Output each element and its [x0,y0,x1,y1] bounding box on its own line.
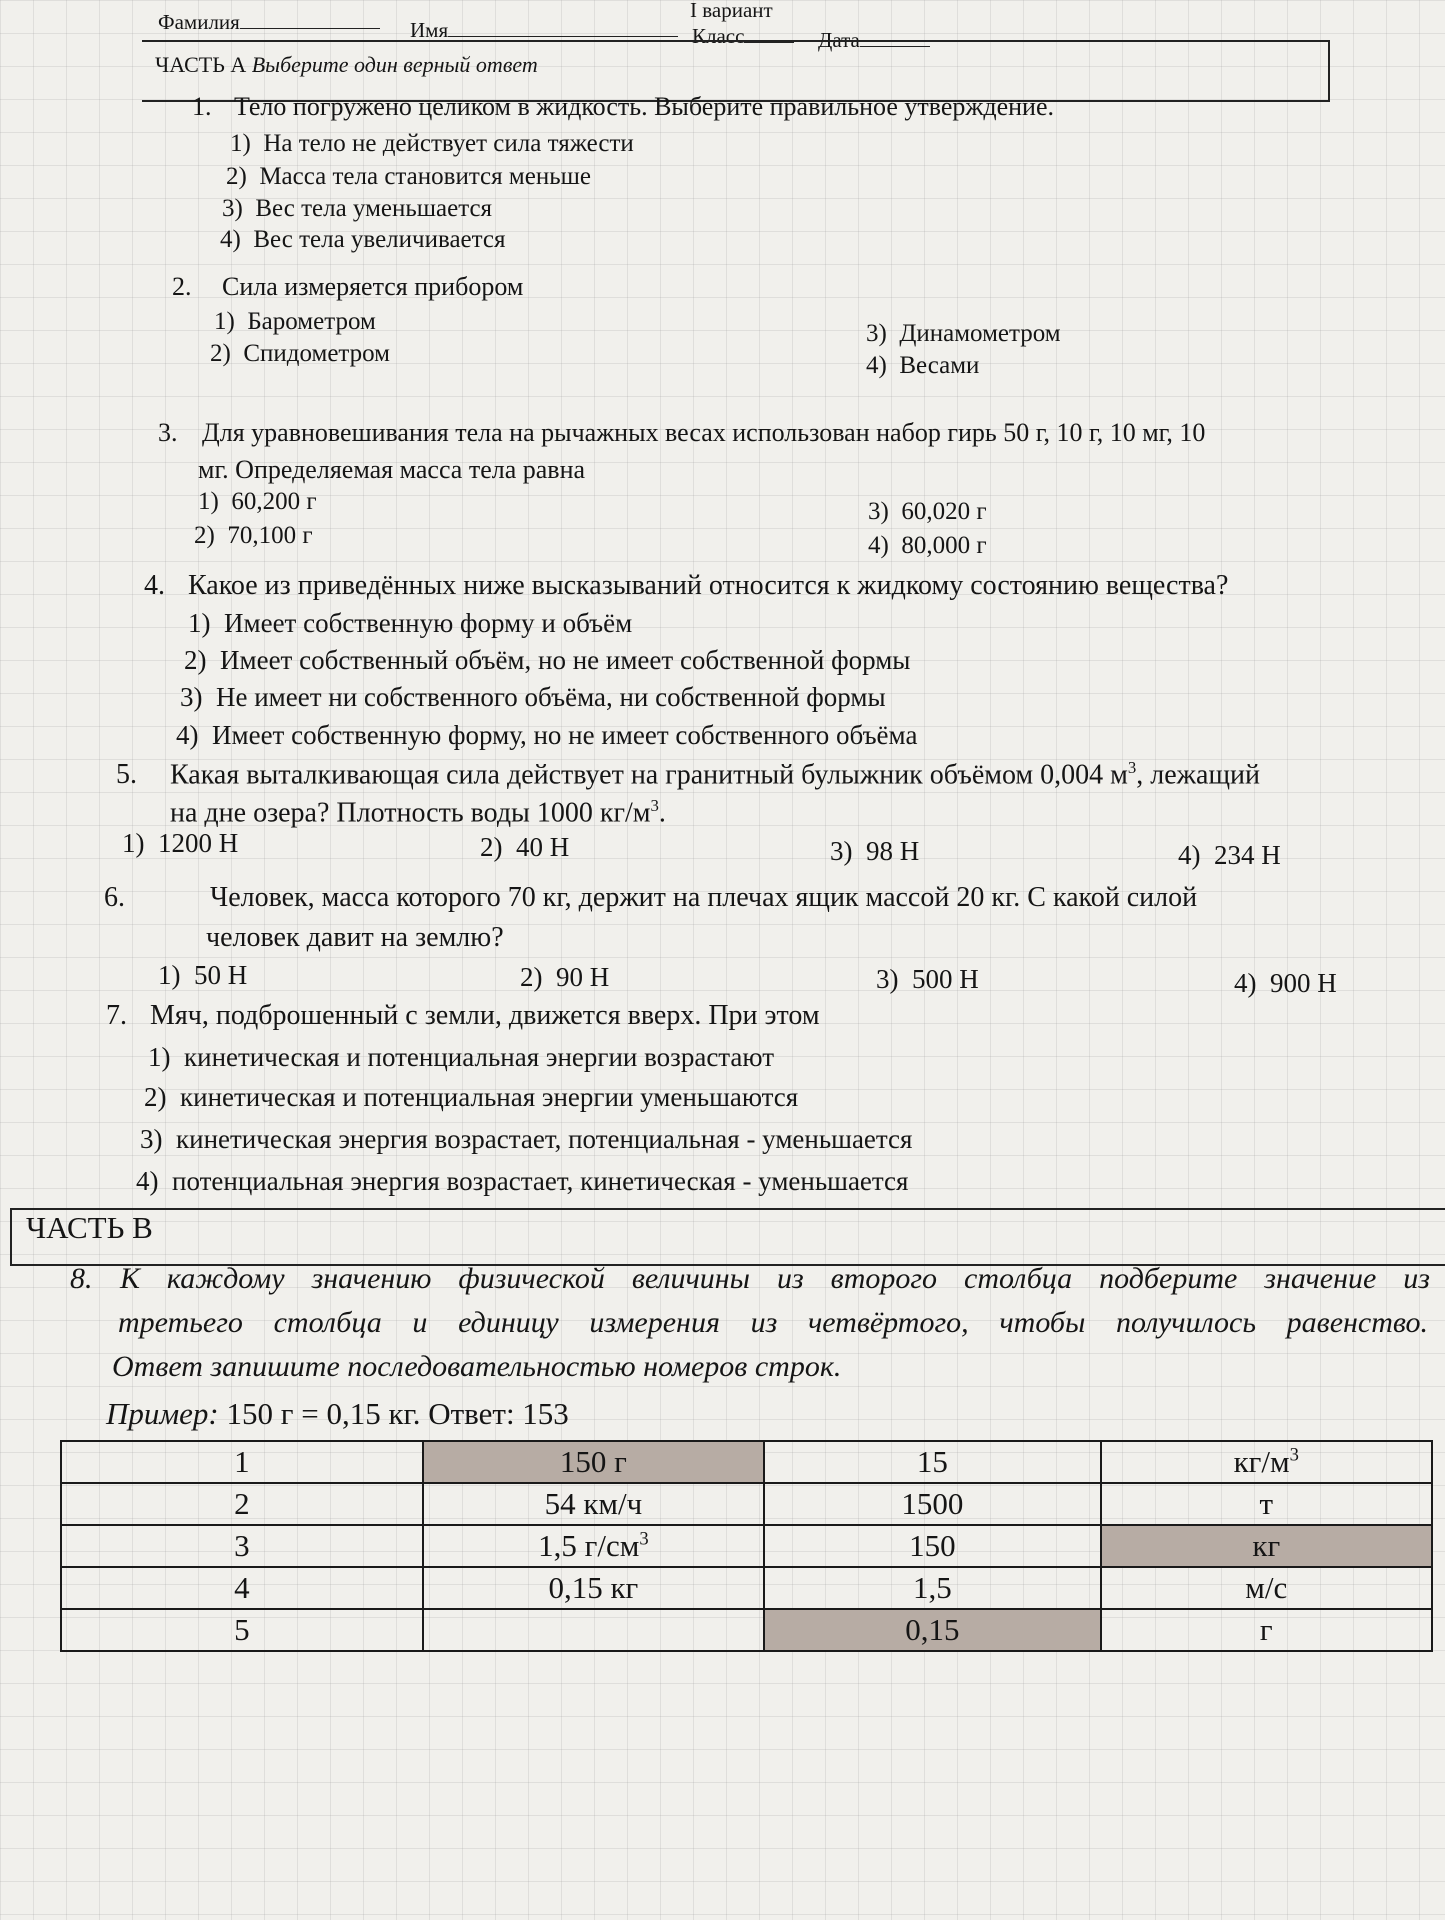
option-text: Вес тела увеличивается [253,226,506,253]
option-number: 4) [866,352,887,379]
option-text: 900 Н [1270,968,1337,998]
q1-option-2 [226,163,591,191]
option-text: Динамометром [899,320,1061,347]
option-text: Имеет собственную форму и объём [224,608,633,638]
question-6 [104,882,1197,914]
quantity-text: 1,5 г/см [538,1528,640,1563]
option-text: 60,200 г [231,488,317,515]
question-7 [106,1000,820,1032]
option-text: Спидометром [243,340,390,367]
option-text: 40 Н [516,832,570,862]
option-text: 90 Н [556,962,610,992]
option-number: 2) [184,645,207,675]
table-row [61,1441,1432,1483]
option-text: Имеет собственный объём, но не имеет собственной формы [220,645,911,675]
question-3-line-2: мг. Определяемая масса тела равна [198,455,586,484]
part-b-box [10,1208,1445,1266]
value-cell: 15 [764,1441,1100,1483]
question-number: 2. [172,272,192,301]
option-number: 4) [868,532,889,559]
quantity-cell [423,1525,764,1567]
value-cell: 1,5 [764,1567,1100,1609]
q4-option-2 [184,645,910,676]
option-text: кинетическая и потенциальная энергии уменьшаются [180,1082,799,1112]
question-number: 4. [144,570,165,601]
q3-option-3 [868,498,987,526]
part-a-title-italic: Выберите один верный ответ [251,52,538,77]
option-text: Барометром [247,308,376,335]
q5-option-3 [830,836,919,867]
superscript: 3 [1289,1444,1299,1466]
option-number: 2) [210,340,231,367]
question-text: Какая выталкивающая сила действует на гранитный булыжник объёмом 0,004 м [170,759,1128,791]
question-8 [70,1262,1430,1296]
unit-text: кг/м [1233,1444,1290,1479]
answer-table [60,1440,1433,1652]
part-a-title-bold: ЧАСТЬ А [155,52,247,77]
question-text: на дне озера? Плотность воды 1000 кг/м [170,797,651,829]
option-text: Не имеет ни собственного объёма, ни собственной формы [216,682,886,712]
unit-cell [1101,1441,1432,1483]
q1-option-4 [220,226,505,254]
option-number: 4) [220,226,241,253]
part-b-title: ЧАСТЬ В [26,1210,153,1245]
row-number: 2 [61,1483,423,1525]
option-number: 1) [198,488,219,515]
quantity-cell [423,1609,764,1651]
question-6-line-2: человек давит на землю? [206,922,504,953]
question-text: Сила измеряется прибором [222,272,524,301]
question-text: К каждому значению физической величины из второго столбца подберите значение из [120,1262,1430,1295]
question-text: Мяч, подброшенный с земли, движется вверх. При этом [150,1000,820,1031]
option-text: 98 Н [866,836,920,866]
option-text: 80,000 г [901,532,987,559]
unit-cell: г [1101,1609,1432,1651]
question-8-line-3: Ответ запишите последовательностью номеров строк. [112,1350,842,1383]
q5-option-2 [480,832,569,863]
quantity-cell: 54 км/ч [423,1483,764,1525]
option-number: 4) [1178,840,1201,870]
superscript: 3 [650,796,659,815]
quantity-cell: 0,15 кг [423,1567,764,1609]
option-number: 2) [194,522,215,549]
option-number: 3) [868,498,889,525]
q6-option-3 [876,964,979,995]
table-row [61,1567,1432,1609]
option-number: 3) [876,964,899,994]
option-text: 60,020 г [901,498,987,525]
option-number: 1) [122,828,145,858]
option-number: 4) [1234,968,1257,998]
option-number: 4) [136,1166,159,1196]
part-a-title [155,52,538,78]
surname-field [158,10,380,35]
q4-option-4 [176,720,917,751]
option-text: 1200 Н [158,828,239,858]
q4-option-3 [180,682,886,713]
table-row [61,1483,1432,1525]
row-number: 4 [61,1567,423,1609]
question-number: 7. [106,1000,127,1031]
option-text: потенциальная энергия возрастает, кинетическая - уменьшается [172,1166,909,1196]
q5-option-4 [1178,840,1281,871]
question-text: Какое из приведённых ниже высказываний относится к жидкому состоянию вещества? [188,570,1229,601]
example-text: 150 г = 0,15 кг. Ответ: 153 [226,1396,569,1431]
question-text: Тело погружено целиком в жидкость. Выберите правильное утверждение. [234,92,1055,121]
question-8-line-2: третьего столбца и единицу измерения из четвёртого, чтобы получилось равенство. [118,1306,1428,1339]
value-cell: 1500 [764,1483,1100,1525]
question-text-end: . [658,797,666,829]
question-2 [172,272,523,302]
q1-option-3 [222,195,492,223]
question-number: 5. [116,759,137,791]
unit-cell: кг [1101,1525,1432,1567]
value-cell: 150 [764,1525,1100,1567]
value-cell: 0,15 [764,1609,1100,1651]
q6-option-4 [1234,968,1337,999]
q2-option-3 [866,320,1061,348]
superscript: 3 [1127,758,1137,777]
q1-option-1 [230,130,634,158]
superscript: 3 [639,1528,649,1550]
q2-option-2 [210,340,390,368]
name-label: Имя [410,18,449,42]
question-number: 1. [192,92,212,121]
q6-option-1 [158,960,247,991]
question-5 [116,758,1260,791]
table-row [61,1609,1432,1651]
q2-option-4 [866,352,979,380]
q7-option-1 [148,1042,774,1073]
option-text: На тело не действует сила тяжести [263,130,634,157]
q6-option-2 [520,962,609,993]
option-number: 2) [144,1082,167,1112]
q3-option-2 [194,522,313,550]
option-number: 1) [188,608,211,638]
q7-option-4 [136,1166,908,1197]
date-label: Дата [818,28,860,52]
option-number: 2) [480,832,503,862]
option-number: 2) [226,163,247,190]
option-number: 3) [222,195,243,222]
option-number: 2) [520,962,543,992]
option-number: 1) [214,308,235,335]
option-text: 500 Н [912,964,979,994]
q4-option-1 [188,608,632,639]
question-text-end: , лежащий [1136,759,1260,791]
option-number: 3) [140,1124,163,1154]
question-5-line-2 [170,796,666,829]
example [106,1396,569,1432]
option-number: 1) [230,130,251,157]
option-number: 1) [148,1042,171,1072]
question-text: Человек, масса которого 70 кг, держит на плечах ящик массой 20 кг. С какой силой [210,882,1198,913]
option-text: Имеет собственную форму, но не имеет собственного объёма [212,720,918,750]
option-text: Вес тела уменьшается [255,195,493,222]
q7-option-2 [144,1082,798,1113]
option-text: кинетическая энергия возрастает, потенциальная - уменьшается [176,1124,913,1154]
question-number: 3. [158,418,178,447]
option-number: 3) [830,836,853,866]
option-text: 70,100 г [227,522,313,549]
q5-option-1 [122,828,238,859]
option-text: 50 Н [194,960,248,990]
q7-option-3 [140,1124,912,1155]
question-number: 6. [104,882,125,913]
option-number: 3) [866,320,887,347]
q2-option-1 [214,308,376,336]
option-number: 4) [176,720,199,750]
unit-cell: т [1101,1483,1432,1525]
table-row [61,1525,1432,1567]
surname-label: Фамилия [158,10,240,34]
example-label: Пример: [106,1396,219,1431]
class-label: Класс [692,24,745,48]
question-3 [158,418,1205,448]
variant-label: I вариант [690,0,773,22]
row-number: 5 [61,1609,423,1651]
option-text: Весами [899,352,980,379]
q3-option-1 [198,488,317,516]
option-number: 3) [180,682,203,712]
question-1 [192,92,1054,122]
row-number: 1 [61,1441,423,1483]
option-text: 234 Н [1214,840,1281,870]
option-text: кинетическая и потенциальная энергии возрастают [184,1042,775,1072]
quantity-cell: 150 г [423,1441,764,1483]
question-number: 8. [70,1262,93,1295]
question-text: Для уравновешивания тела на рычажных весах использован набор гирь 50 г, 10 г, 10 мг, 10 [202,418,1206,447]
row-number: 3 [61,1525,423,1567]
unit-cell: м/с [1101,1567,1432,1609]
question-4 [144,570,1228,602]
q3-option-4 [868,532,987,560]
option-text: Масса тела становится меньше [259,163,591,190]
option-number: 1) [158,960,181,990]
